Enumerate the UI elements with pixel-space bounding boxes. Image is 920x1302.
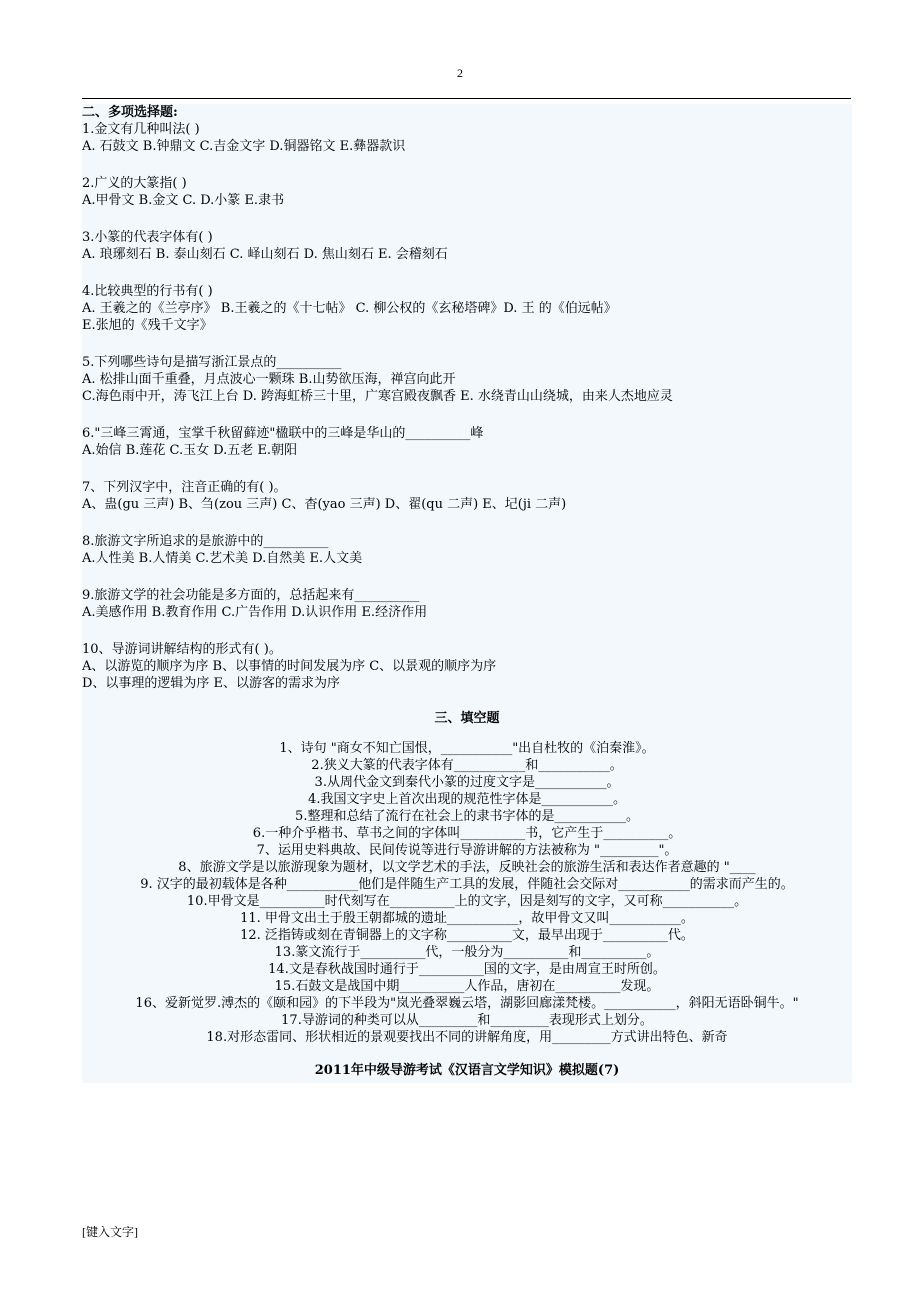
fill-in-list — [82, 740, 852, 1046]
question-options: A. 石鼓文 B.钟鼎文 C.吉金文字 D.铜器铭文 E.彝器款识 — [82, 139, 406, 154]
question-options: A. 琅琊刻石 B. 泰山刻石 C. 峄山刻石 D. 焦山刻石 E. 会稽刻石 — [82, 247, 448, 262]
fill-in-item: 9. 汉字的最初载体是各种___________他们是伴随生产工具的发展，伴随社会交际对___________的需求而产生的。 — [140, 877, 794, 892]
question-stem: 7、下列汉字中，注音正确的有( )。 — [82, 480, 287, 495]
question-gap — [82, 459, 852, 479]
fill-in-item: 8、旅游文学是以旅游现象为题材，以文学艺术的手法，反映社会的旅游生活和表达作者意趣的 "____ — [178, 860, 756, 875]
question-gap — [82, 513, 852, 533]
fill-in-item: 3.从周代金文到秦代小篆的过度文字是___________。 — [314, 775, 620, 790]
fill-in-item: 7、运用史料典故、民间传说等进行导游讲解的方法被称为 "_________"。 — [256, 843, 678, 858]
fill-in-item: 5.整理和总结了流行在社会上的隶书字体的是___________。 — [295, 809, 639, 824]
question-item — [82, 587, 852, 621]
fill-in-item: 14.文是春秋战国时通行于__________国的文字，是由周宣王时所创。 — [268, 962, 666, 977]
question-gap — [82, 263, 852, 283]
question-gap — [82, 567, 852, 587]
question-options: C.海色雨中开，涛飞江上台 D. 跨海虹桥三十里，广寒宫殿夜飘香 E. 水绕青山山绕城，由来人杰地应灵 — [82, 389, 673, 404]
question-stem: 5.下列哪些诗句是描写浙江景点的__________ — [82, 355, 342, 370]
fill-in-item: 16、爱新觉罗.溥杰的《颐和园》的下半段为"岚光叠翠巍云塔，湖影回廊漾梵楼。___________，斜阳无语卧铜牛。" — [135, 996, 799, 1011]
question-item — [82, 354, 852, 405]
question-options: A.始信 B.莲花 C.玉女 D.五老 E.朝阳 — [82, 443, 298, 458]
question-gap — [82, 334, 852, 354]
question-gap — [82, 155, 852, 175]
footer-placeholder: [键入文字] — [82, 1225, 138, 1239]
question-stem: 4.比较典型的行书有( ) — [82, 284, 213, 299]
multiple-choice-list — [82, 121, 852, 692]
question-options: A.人性美 B.人情美 C.艺术美 D.自然美 E.人文美 — [82, 551, 363, 566]
question-item — [82, 229, 852, 263]
question-item — [82, 425, 852, 459]
fill-in-item: 18.对形态雷同、形状相近的景观要找出不同的讲解角度，用_________方式讲出特色、新奇 — [206, 1030, 728, 1045]
fill-in-item: 17.导游词的种类可以从_________和_________表现形式上划分。 — [281, 1013, 653, 1028]
question-gap — [82, 621, 852, 641]
question-item — [82, 479, 852, 513]
fill-in-item: 4.我国文字史上首次出现的规范性字体是___________。 — [308, 792, 626, 807]
question-stem: 10、导游词讲解结构的形式有( )。 — [82, 642, 282, 657]
fill-in-item: 6.一种介乎楷书、草书之间的字体叫__________书，它产生于__________。 — [252, 826, 682, 841]
section-3-title: 三、填空题 — [434, 711, 500, 726]
question-options: A、以游览的顺序为序 B、以事情的时间发展为序 C、以景观的顺序为序 — [82, 659, 497, 674]
question-options: E.张旭的《残千文字》 — [82, 318, 213, 333]
fill-in-item: 13.篆文流行于__________代，一般分为__________和__________。 — [274, 945, 660, 960]
question-options: A.美感作用 B.教育作用 C.广告作用 D.认识作用 E.经济作用 — [82, 605, 428, 620]
document-body — [82, 104, 852, 1083]
question-options: A、蛊(gu 三声) B、刍(zou 三声) C、杳(yao 三声) D、翟(qu 二声) E、圮(ji 二声) — [82, 497, 567, 512]
question-stem: 3.小篆的代表字体有( ) — [82, 230, 213, 245]
question-gap — [82, 209, 852, 229]
fill-in-item: 11. 甲骨文出土于殷王朝都城的遗址___________，故甲骨文又叫___________。 — [240, 911, 694, 926]
question-stem: 8.旅游文字所追求的是旅游中的__________ — [82, 534, 329, 549]
question-gap — [82, 405, 852, 425]
question-stem: 1.金文有几种叫法( ) — [82, 122, 200, 137]
question-options: A. 松排山面千重叠，月点波心一颗珠 B.山势欲压海，禅宫向此开 — [82, 372, 456, 387]
question-options: D、以事理的逻辑为序 E、以游客的需求为序 — [82, 676, 341, 691]
question-stem: 6."三峰三霄通，宝掌千秋留藓迹"楹联中的三峰是华山的__________峰 — [82, 426, 484, 441]
fill-in-item: 10.甲骨文是__________时代刻写在__________上的文字，因是刻写的文字，又可称___________。 — [186, 894, 748, 909]
fill-in-item: 2.狭义大篆的代表字体有___________和___________。 — [311, 758, 623, 773]
section-2-title: 二、多项选择题: — [82, 105, 178, 120]
question-options: A. 王羲之的《兰亭序》 B.王羲之的《十七帖》 C. 柳公权的《玄秘塔碑》D. 王 的《伯远帖》 — [82, 301, 617, 316]
question-item — [82, 533, 852, 567]
page-number: 2 — [457, 66, 463, 80]
question-item — [82, 283, 852, 334]
question-item — [82, 641, 852, 692]
question-stem: 2.广义的大篆指( ) — [82, 176, 187, 191]
fill-in-item: 12. 泛指铸或刻在青铜器上的文字称__________文，最早出现于__________代。 — [240, 928, 694, 943]
question-item — [82, 121, 852, 155]
fill-in-item: 15.石鼓文是战国中期__________人作品，唐初在__________发现。 — [274, 979, 660, 994]
question-options: A.甲骨文 B.金文 C. D.小篆 E.隶书 — [82, 193, 285, 208]
header-rule — [82, 98, 851, 99]
fill-in-item: 1、诗句 "商女不知亡国恨，___________"出自杜牧的《泊秦淮》。 — [279, 741, 655, 756]
exam-title: 2011年中级导游考试《汉语言文学知识》模拟题(7) — [314, 1063, 620, 1078]
question-item — [82, 175, 852, 209]
question-stem: 9.旅游文学的社会功能是多方面的，总括起来有__________ — [82, 588, 420, 603]
